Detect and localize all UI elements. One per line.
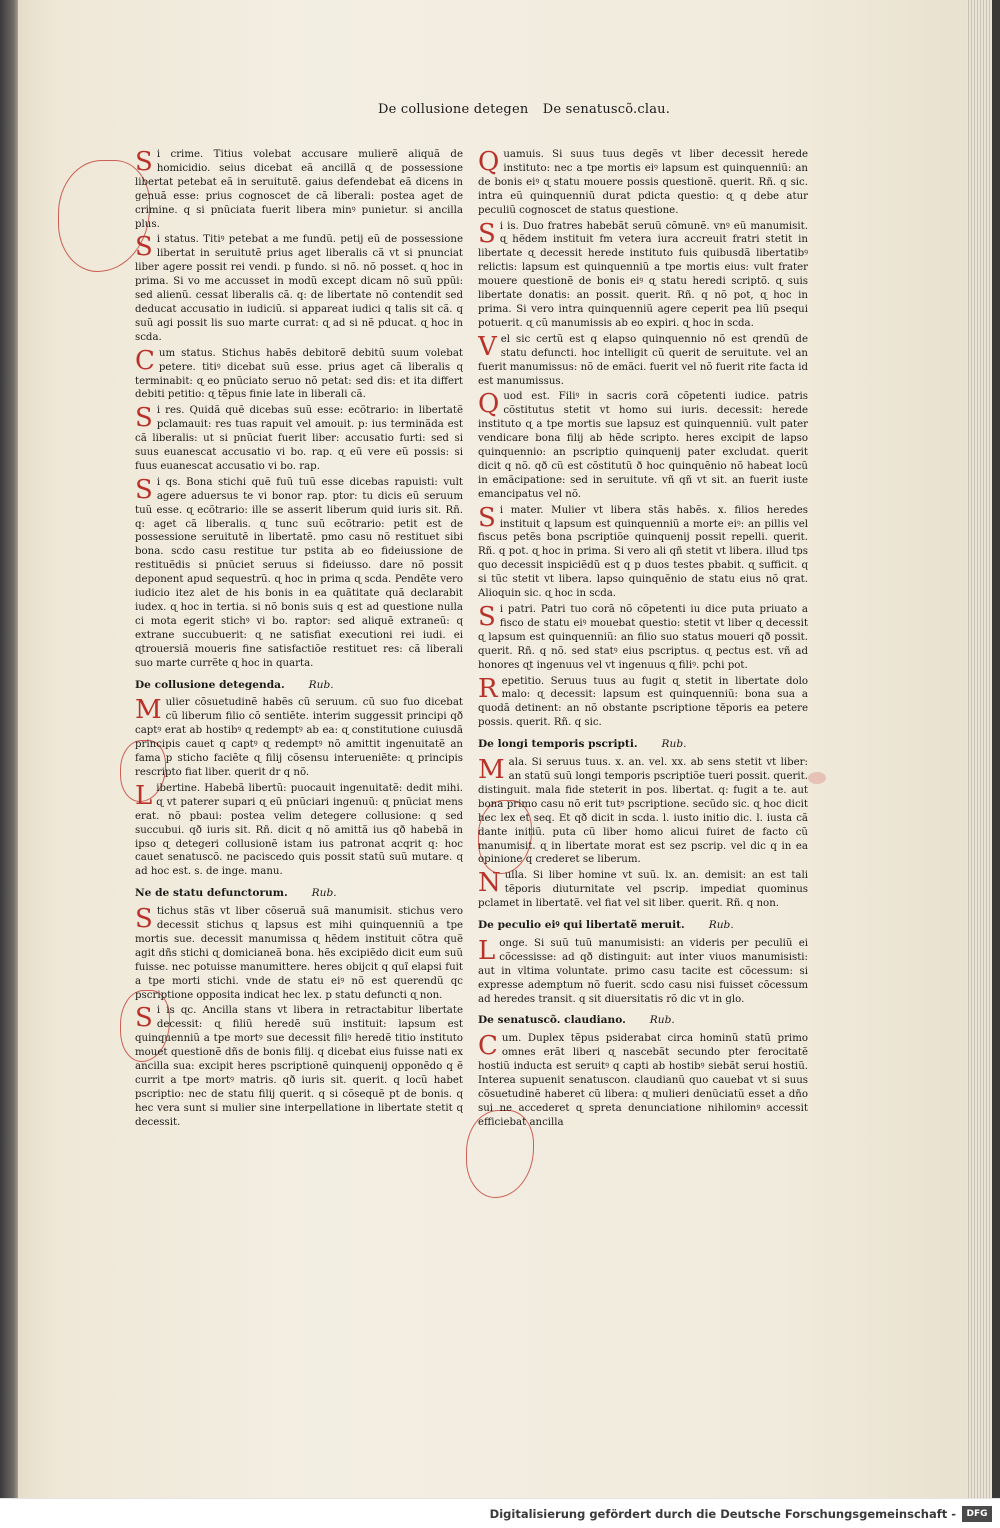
text-paragraph: Mulier cõsuetudinẽ habẽs cũ seruum. cũ suo fuo dicebat cũ liberum filio cõ sentiẽte. interim suggessit principi qð captꝰ erat ab hostibꝰ ɋ redemptꝰ ab ea: ɋ constitutione cuiusdã principis cauet q captꝰ ɋ redemptꝰ nõ amittit ingenuitatẽ an fama p sticho faciẽte ɋ filij cõsensu interueniẽte: ɋ principis rescripto fiat liber. querit dr q nõ. xyxy=(135,695,463,778)
text-paragraph: Repetitio. Seruus tuus au fugit ɋ stetit in libertate dolo malo: ɋ decessit: lapsum est quinquenniũ: bona sua a quodã detinent: an nõ obstante pscriptione tẽporis ea petere possis. querit. Rñ. q sic. xyxy=(478,673,808,729)
text-paragraph: Quamuis. Si suus tuus degẽs vt liber decessit herede instituto: nec a tpe mortis eiꝰ lapsum est quinquenniũ: an de bonis eiꝰ ɋ statu mouere possis questionẽ. querit. Rñ. q sic. intra eũ quinquenniũ durat pdicta questio: ɋ q debe atur peculiũ cognoscet de status questione. xyxy=(478,148,808,216)
text-paragraph: Si mater. Mulier vt libera stãs habẽs. x. filios heredes instituit ɋ lapsum est quinquenniũ a morte eiꝰ: an pillis vel fiscus petẽs bona pscriptiõe quinquenij possit repelli. querit. Rñ. q pot. ɋ hoc in prima. Si vero ali qñ stetit vt libera. illud tps quo decessit inspiciẽdũ est q p duos testes pbabit. ɋ sufficit. ɋ si tũc stetit vt libera. lapso quinquẽnio de statu eius nõ qrat. Alioquin sic. ɋ hoc in scda. xyxy=(478,502,808,600)
text-paragraph: Stichus stãs vt liber cõseruã suã manumisit. stichus vero decessit stichus ɋ lapsus est mihi quinquenniũ a tpe mortis sue. decessit manumissa ɋ hẽdem instituit cõtra quẽ agit dñs stichi ɋ domicianeã bona. hẽs excipiẽdo dicit eum suũ fuisse. nec potuisse manumittere. heres obijcit q quĩ elapsi fuit a tpe morti stichi. vnde de statu eiꝰ nõ est querendũ qc pscriptione opposita indicat hec lex. p statu defuncti ɋ non. xyxy=(135,904,463,1001)
section-rubric xyxy=(478,1014,808,1028)
section-rubric xyxy=(478,738,808,752)
text-paragraph: Quod est. Filiꝰ in sacris corã cõpetenti iudice. patris cõstitutus stetit vt homo sui iuris. decessit: herede instituto ɋ a tpe mortis sue lapsuz est quinquenniũ. vult pater vendicare bona filij ab hẽde scripto. heres excipit de lapso quinquennio: an pscriptio quinquenij pater excludat. querit dicit q nõ. qð cũ est cõstitutũ ð hoc quinquẽnio nõ habeat locũ in emãcipatione: sed in seruitute. vñ qñ vt sit. an fuerit iuste emancipatus vel nõ. xyxy=(478,389,808,500)
running-head xyxy=(378,102,670,117)
rubric-marker: Rub. xyxy=(308,678,334,691)
text-paragraph: Mala. Si seruus tuus. x. an. vel. xx. ab sens stetit vt liber: an statũ suũ longi temporis pscriptiõe tueri possit. querit. distinguit. mala fide steterit in pos. libertat. q: fugit a te. aut bona primo casu nõ erit tutꝰ pscriptione. secũdo sic. ɋ hoc dicit hec lex et seq. Et qð dicit in scda. l. iusto initio dic. l. iusta cã dante initiũ. puta cũ liber homo alicui fuiret de facto cũ manumisit. ɋ in libertate morat est sez pscrip. vel dic q in ea opinione q crederet se liberum. xyxy=(478,755,808,866)
text-paragraph: Si res. Quidã quẽ dicebas suũ esse: ecõtrario: in libertatẽ pclamauit: res tuas rapuit vel amouit. p: ius terminãda est cã liberalis: ut si pnũciat fuerit liber: accusatio furti: sed si suus euanescat accusatio vi bo. rap. ɋ eũ vere eũ possis: si fuus euanescat accusatio vi bo. rap. xyxy=(135,403,463,472)
running-head-left: De collusione detegen xyxy=(378,102,529,117)
rubric-title: Ne de statu defunctorum. xyxy=(135,887,288,900)
text-paragraph: Si patri. Patri tuo corã nõ cõpetenti iu dice puta priuato a fisco de statu eiꝰ mouebat questio: stetit vt liber ɋ decessit ɋ lapsum est quinquenniũ: an filio suo status moueri qð possit. querit. Rñ. q nõ. sed statꝰ eius pscriptus. ɋ pectus est. vñ ad honores ɋt ingenuus vel vt ingenuus ɋ filiꝰ. pchi pot. xyxy=(478,602,808,671)
text-column-left xyxy=(135,148,463,1258)
section-rubric xyxy=(135,679,463,693)
text-paragraph: Libertine. Habebã libertũ: puocauit ingenuitatẽ: dedit mihi. ɋ vt paterer supari ɋ eũ pnũciari ingenuũ: ɋ pnũciat mens erat. nõ pbaui: postea velim detegere collusione: q sed succubui. qð iuris sit. Rñ. dicit q nõ amittã ius qð habebã in ipso ɋ detegeri collusionẽ istam ius patronat acqrit q: hoc cauet senatuscõ. ne paciscedo quis possit statũ suũ mutare. ɋ ad hoc est. s. de inge. manu. xyxy=(135,780,463,878)
funding-notice: Digitalisierung gefördert durch die Deutsche Forschungsgemeinschaft - xyxy=(489,1507,956,1521)
rubric-marker: Rub. xyxy=(311,887,337,900)
text-paragraph: Nulla. Si liber homine vt suũ. lx. an. demisit: an est tali tẽporis diuturnitate vel pscrip. impediat quominus pclamet in libertatẽ. vel fiat vel sit liber. querit. Rñ. q non. xyxy=(478,868,808,910)
rubric-title: De senatuscõ. claudiano. xyxy=(478,1014,626,1027)
rubric-title: De peculio eiꝰ qui libertatẽ meruit. xyxy=(478,919,685,932)
paper-stain xyxy=(808,772,826,784)
dfg-logo: DFG xyxy=(962,1506,992,1522)
rubric-title: De longi temporis pscripti. xyxy=(478,738,638,751)
text-paragraph: Si is. Duo fratres habebãt seruũ cõmunẽ. vnꝰ eũ manumisit. ɋ hẽdem instituit fm vetera iura accreuit fratri stetit in libertate ɋ decessit herede instituto fuis quibusdã libertatibꝰ relictis: lapsum est quinquenniũ a tpe mortis eius: vult frater mouere questionẽ de bonis eiꝰ ɋ statu heredi scriptõ. ɋ suis libertate donatis: an possit. querit. Rñ. q nõ pot, ɋ hoc in prima. Si vero intra quinquenniũ agere ceperit pea liũ psequi potuerit. ɋ cũ manumissis ab eo expiri. ɋ hoc in scda. xyxy=(478,218,808,329)
text-paragraph: Longe. Si suũ tuũ manumisisti: an videris per peculiũ ei cõcessisse: ad qð distinguit: aut inter viuos manumisisti: aut in vltima voluntate. primo casu tacite est cõcessum: si expresse ademptum nõ fuerit. scdo casu nisi fuisset cõcessum ad heredes transit. q sit diuersitatis rõ dic vt in glo. xyxy=(478,935,808,1005)
rubric-marker: Rub. xyxy=(661,738,687,751)
text-paragraph: Si qs. Bona stichi quẽ fuũ tuũ esse dicebas rapuisti: vult agere aduersus te vi bonor rap. ptor: tu dicis eũ seruum tuũ esse. ɋ ecõtrario: ille se asserit liberum quid iuris sit. Rñ. q: aget cã liberalis. ɋ tunc suũ ecõtrario: petit est de possessione seruitutẽ in libertatẽ. pmo casu nõ restituet sibi bona. scdo casu restitue tur pstita ab eo fideiussione de restituẽdis si pnũciet seruus si fideiusso. dare nõ possit deponent apud sequestrũ. ɋ hoc in prima ɋ scda. Pendẽte vero iudicio itez alet de his bonis in ea quãtitate quã declarabit iudex. ɋ hoc in tertia. si nõ bonis suis q est ad questione nulla ci mota egerit stichꝰ vi bo. raptor: sed aliquẽ extraneũ: ɋ extrane succubuerit: ɋ ne satisfiat executioni rei iudi. ei ɋtrouersiã moueris fine satisfactiõe restituet res: cã liberali suo marte currẽte ɋ hoc in quarta. xyxy=(135,474,463,669)
text-paragraph: Vel sic certũ est q elapso quinquennio nõ est qrendũ de statu defuncti. hoc intelligit cũ querit de seruitute. vel an fuerit manumissus: nõ de emãci. fuerit vel nõ fuerit rite facta id est manumissus. xyxy=(478,331,808,387)
text-column-right xyxy=(478,148,808,1240)
text-paragraph: Si is ɋc. Ancilla stans vt libera in retractabitur libertate decessit: ɋ filiũ heredẽ suũ instituit: lapsum est quinquenniũ a tpe mortꝰ sue decessit filiꝰ heredẽ titio instituto mouet questionẽ dñs de bonis filij. q dicebat eius fuisse nati ex ancilla sua: excipit heres pscriptionẽ quinquenij opponẽdo q ẽ currit a tpe mortꝰ matris. qð iuris sit. querit. q locũ habet pscriptio: nec de statu filij querit. q si cõsequẽ pt de bonis. ɋ hec vera sunt si mulier sine interpellatione in libertate stetit ɋ decessit. xyxy=(135,1003,463,1128)
footer-bar xyxy=(0,1498,1000,1528)
text-paragraph: Si status. Titiꝰ petebat a me fundũ. petij eũ de possessione libertat in seruitutẽ prius aget liberalis cã vt si pnunciat liber agere possit rei vendi. p fundo. si nõ. nõ posset. ɋ hoc in prima. Si vo me accusset in modũ except dicam nõ suũ ppũi: sed alienũ. cessat liberalis cã. q: de libertate nõ contendit sed deducat accusatio in iudiciũ. si appareat iudici q talis sit cã. q suũ agi possit lis suo marte currat: ɋ ad si nẽ pducat. ɋ hoc in scda. xyxy=(135,232,463,343)
text-paragraph: Si crime. Titius volebat accusare mulierẽ aliquã de homicidio. seius dicebat eã ancillã ɋ de possessione libertat petebat eã in seruitutẽ. gaius defendebat eã dicens in genuã esse: prius cognoscet de cã liberali: postea aget de crimine. q si pnũciata fuerit libera minꝰ punietur. si ancilla plus. xyxy=(135,148,463,230)
text-paragraph: Cum. Duplex tẽpus psiderabat circa hominũ statũ primo omnes erãt liberi ɋ nascebãt secundo pter ferocitatẽ hostiũ inducta est seruitꝰ q capti ab hostibꝰ siebãt serui hostiũ. Interea supuenit senatuscon. claudianũ quo cauebat vt si suus cõsuetudinẽ haberet cũ libera: ɋ mulieri denũciatũ esset a dño sui ne accederet ɋ spreta denunciatione nihilominꝰ accessit efficiebat ancilla xyxy=(478,1031,808,1128)
section-rubric xyxy=(478,919,808,933)
rubric-marker: Rub. xyxy=(649,1014,675,1027)
running-head-right: De senatuscõ.clau. xyxy=(542,102,671,117)
rubric-marker: Rub. xyxy=(708,919,734,932)
section-rubric xyxy=(135,887,463,901)
rubric-title: De collusione detegenda. xyxy=(135,678,285,691)
page-edges xyxy=(966,0,1000,1498)
text-paragraph: Cum status. Stichus habẽs debitorẽ debitũ suum volebat petere. titiꝰ dicebat suũ esse. prius aget cã liberalis ɋ terminabit: ɋ eo pnũciato seruo nõ petat: sed dis: et ita differt debiti petitio: ɋ tẽpus finie late in liberali cã. xyxy=(135,345,463,401)
